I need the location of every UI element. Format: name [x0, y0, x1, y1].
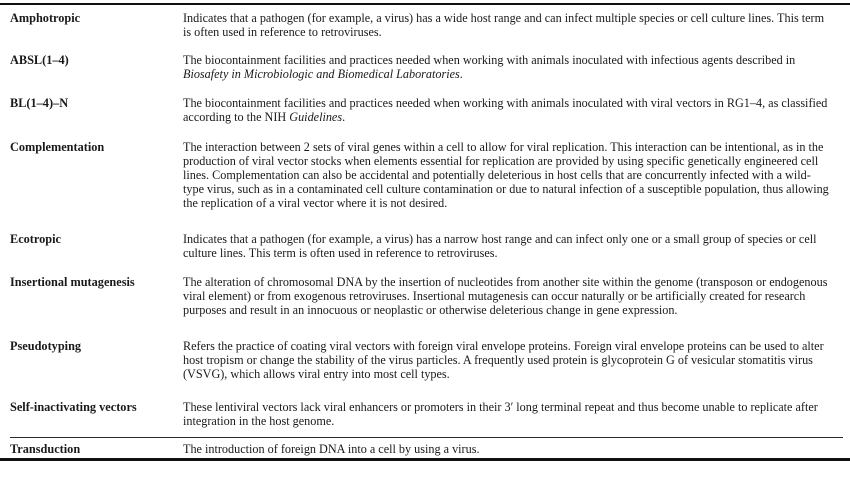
definition-text: . — [459, 67, 463, 81]
glossary-table — [0, 3, 850, 461]
definition-text: These lentiviral vectors lack viral enhancers or promoters in their 3′ long terminal repeat and thus become unable to replicate after integration in the host genome. — [183, 400, 818, 428]
definition-cell — [183, 400, 831, 428]
term-cell: Insertional mutagenesis — [10, 275, 135, 289]
definition-cell — [183, 339, 831, 381]
table-row — [10, 53, 843, 81]
definition-text: The biocontainment facilities and practices needed when working with animals inoculated with viral vectors in RG1–4, as classified according to the NIH — [183, 96, 828, 124]
definition-cell — [183, 442, 831, 456]
definition-text: The biocontainment facilities and practices needed when working with animals inoculated with infectious agents described in — [183, 53, 796, 67]
definition-text: . — [342, 110, 346, 124]
definition-italic-text: Guidelines — [289, 110, 343, 124]
definition-text: The introduction of foreign DNA into a cell by using a virus. — [183, 442, 480, 456]
definition-text: Indicates that a pathogen (for example, a virus) has a narrow host range and can infect only one or a small group of species or cell culture lines. This term is often used in reference to retroviruses. — [183, 232, 817, 260]
definition-text: The alteration of chromosomal DNA by the insertion of nucleotides from another site within the genome (transposon or endogenous viral element) or from exogenous retroviruses. Insertional mutagenesis can occur naturally or be artificially created for research purposes and result in an innocuous or neoplastic or otherwise deleterious change in gene expression. — [183, 275, 828, 317]
definition-text: Indicates that a pathogen (for example, a virus) has a wide host range and can infect multiple species or cell culture lines. This term is often used in reference to retroviruses. — [183, 11, 825, 39]
table-row — [10, 437, 843, 456]
term-cell: ABSL(1–4) — [10, 53, 69, 67]
definition-cell — [183, 96, 831, 124]
term-cell: Complementation — [10, 140, 105, 154]
term-cell: Ecotropic — [10, 232, 62, 246]
definition-text: Refers the practice of coating viral vectors with foreign viral envelope proteins. Foreign viral envelope proteins can be used to alter host tropism or change the stability of the virus particles. A frequently used protein is glycoprotein G of vesicular stomatitis virus (VSVG), which allows viral entry into most cell types. — [183, 339, 824, 381]
definition-cell — [183, 11, 831, 39]
definition-cell — [183, 140, 831, 210]
term-cell: Pseudotyping — [10, 339, 82, 353]
table-row — [10, 96, 843, 124]
table-row — [10, 11, 843, 39]
term-cell: Amphotropic — [10, 11, 81, 25]
definition-italic-text: Biosafety in Microbiologic and Biomedical Laboratories — [183, 67, 460, 81]
term-cell: Transduction — [10, 442, 81, 456]
definition-cell — [183, 232, 831, 260]
table-row — [10, 140, 843, 210]
term-cell: BL(1–4)–N — [10, 96, 69, 110]
definition-text: The interaction between 2 sets of viral genes within a cell to allow for viral replication. This interaction can be intentional, as in the production of viral vector stocks when elements essential for replication are provided by using specific genetically engineered cell lines. Complementation can also be accidental and potentially deleterious in host cells that are concurrently infected with a wild-type virus, such as in a contaminated cell culture contamination or due to natural infection of a susceptible population, thus allowing the replication of a viral vector where it is not desired. — [183, 140, 829, 210]
table-row — [10, 232, 843, 260]
table-row — [10, 275, 843, 317]
term-cell: Self-inactivating vectors — [10, 400, 137, 414]
table-row — [10, 339, 843, 381]
definition-cell — [183, 53, 831, 81]
table-row — [10, 400, 843, 428]
definition-cell — [183, 275, 831, 317]
